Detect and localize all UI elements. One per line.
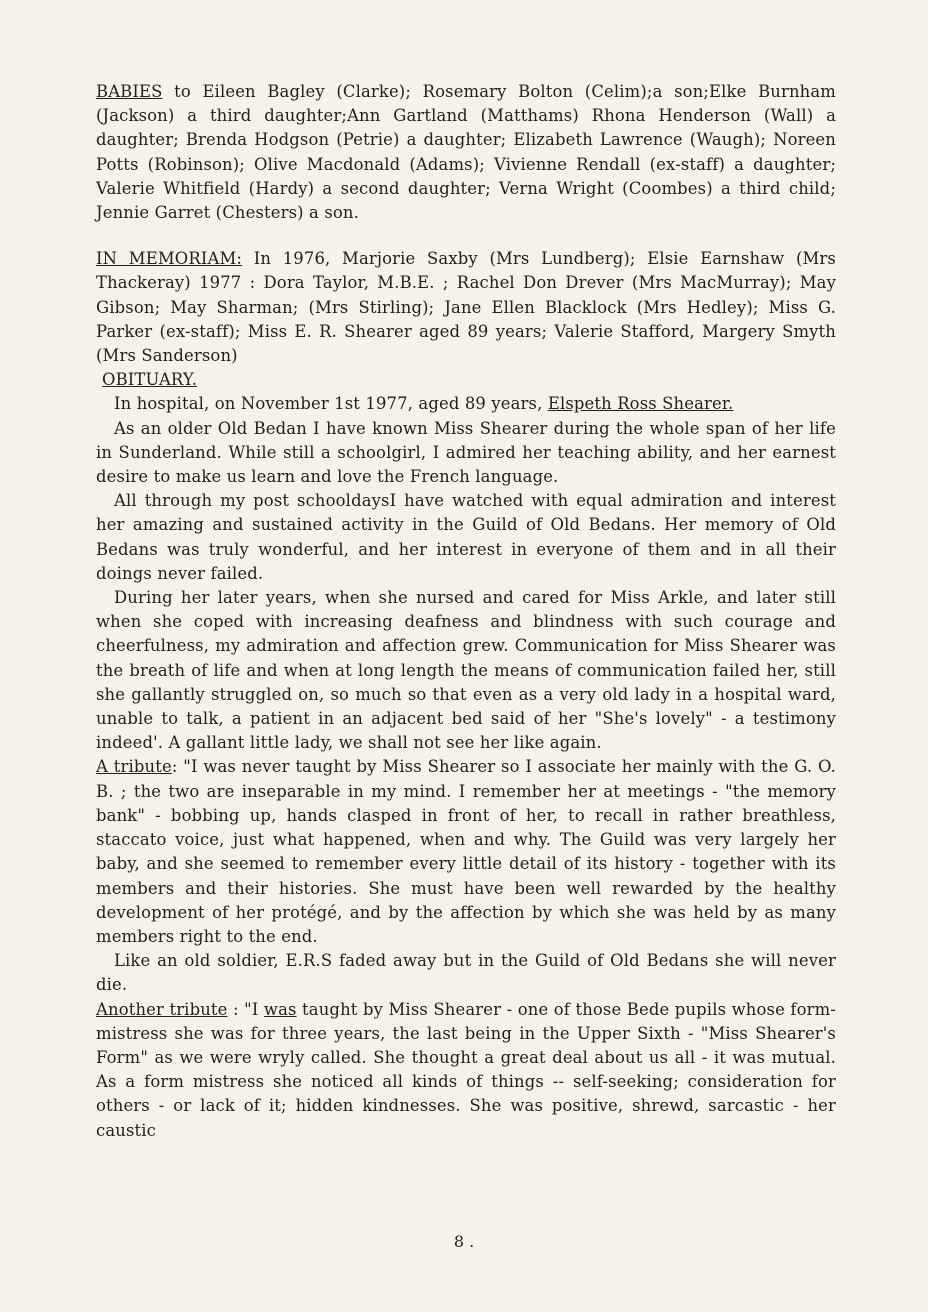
tribute-text: : "I was never taught by Miss Shearer so I associate her mainly with the G. O. B. ; the two are inseparable in my mind. I remember her at meetings - "the memory bank" - bobbing up, hands clasped in front of her, to recall in rather breathless, staccato voice, just what happened, when and why. The Guild was very largely her baby, and she seemed to remember every little detail of its history - together with its members and their histories. She must have been well rewarded by the healthy development of her protégé, and by the affection by which she was held by as many members right to the end. [96, 757, 836, 946]
another-tribute-was: was [263, 999, 297, 1019]
obituary-paragraph-2: All through my post schooldaysI have watched with equal admiration and interest her amazing and sustained activity in the Guild of Old Bedans. Her memory of Old Bedans was truly wonderful, and her interest in everyone of them and in all their doings never failed. [96, 491, 836, 583]
obituary-intro [96, 392, 836, 416]
in-memoriam-paragraph [96, 247, 836, 368]
obituary-paragraph-1: As an older Old Bedan I have known Miss Shearer during the whole span of her life in Sunderland. While still a schoolgirl, I admired her teaching ability, and her earnest desire to make us learn and love the French language. [96, 418, 836, 487]
another-tribute-text-b: taught by Miss Shearer - one of those Bede pupils whose form-mistress she was for three years, the last being in the Upper Sixth - "Miss Shearer's Form" as we were wryly called. She thought a great deal about us all - it was mutual. As a form mistress she noticed all kinds of things -- self-seeking; consideration for others - or lack of it; hidden kindnesses. She was positive, shrewd, sarcastic - her caustic [96, 999, 837, 1140]
document-body [96, 80, 836, 1143]
babies-heading: BABIES [96, 82, 163, 101]
another-tribute-heading: Another tribute [96, 999, 228, 1019]
babies-text: to Eileen Bagley (Clarke); Rosemary Bolton (Celim);a son;Elke Burnham (Jackson) a third daughter;Ann Gartland (Matthams) Rhona Henderson (Wall) a daughter; Brenda Hodgson (Petrie) a daughter; Elizabeth Lawrence (Waugh); Noreen Potts (Robinson); Olive Macdonald (Adams); Vivienne Rendall (ex-staff) a daughter; Valerie Whitfield (Hardy) a second daughter; Verna Wright (Coombes) a third child; Jennie Garret (Chesters) a son. [96, 82, 836, 223]
in-memoriam-text: In 1976, Marjorie Saxby (Mrs Lundberg); Elsie Earnshaw (Mrs Thackeray) 1977 : Dora Taylor, M.B.E. ; Rachel Don Drever (Mrs MacMurray); May Gibson; May Sharman; (Mrs Stirling); Jane Ellen Blacklock (Mrs Hedley); Miss G. Parker (ex-staff); Miss E. R. Shearer aged 89 years; Valerie Stafford, Margery Smyth (Mrs Sanderson) [96, 249, 836, 366]
obituary-name: Elspeth Ross Shearer. [547, 394, 734, 414]
obituary-paragraph-3: During her later years, when she nursed and cared for Miss Arkle, and later still when she coped with increasing deafness and blindness with such courage and cheerfulness, my admiration and affection grew. Communication for Miss Shearer was the breath of life and when at long length the means of communication failed her, still she gallantly struggled on, so much so that even as a very old lady in a hospital ward, unable to talk, a patient in an adjacent bed said of her "She's lovely" - a testimony indeed'. A gallant little lady, we shall not see her like again. [96, 588, 836, 753]
another-tribute-text-a: : "I [227, 999, 264, 1019]
babies-paragraph [96, 80, 836, 225]
obituary-heading-line [96, 368, 836, 392]
obituary-heading: OBITUARY. [102, 370, 198, 390]
page-number: 8 . [453, 1232, 475, 1251]
another-tribute-paragraph [96, 998, 836, 1143]
tribute-closing: Like an old soldier, E.R.S faded away but in the Guild of Old Bedans she will never die. [96, 951, 836, 995]
obituary-intro-text: In hospital, on November 1st 1977, aged 89 years, [114, 394, 548, 414]
tribute-heading: A tribute [96, 757, 172, 777]
tribute-paragraph [96, 755, 836, 949]
in-memoriam-heading: IN MEMORIAM: [96, 249, 243, 269]
